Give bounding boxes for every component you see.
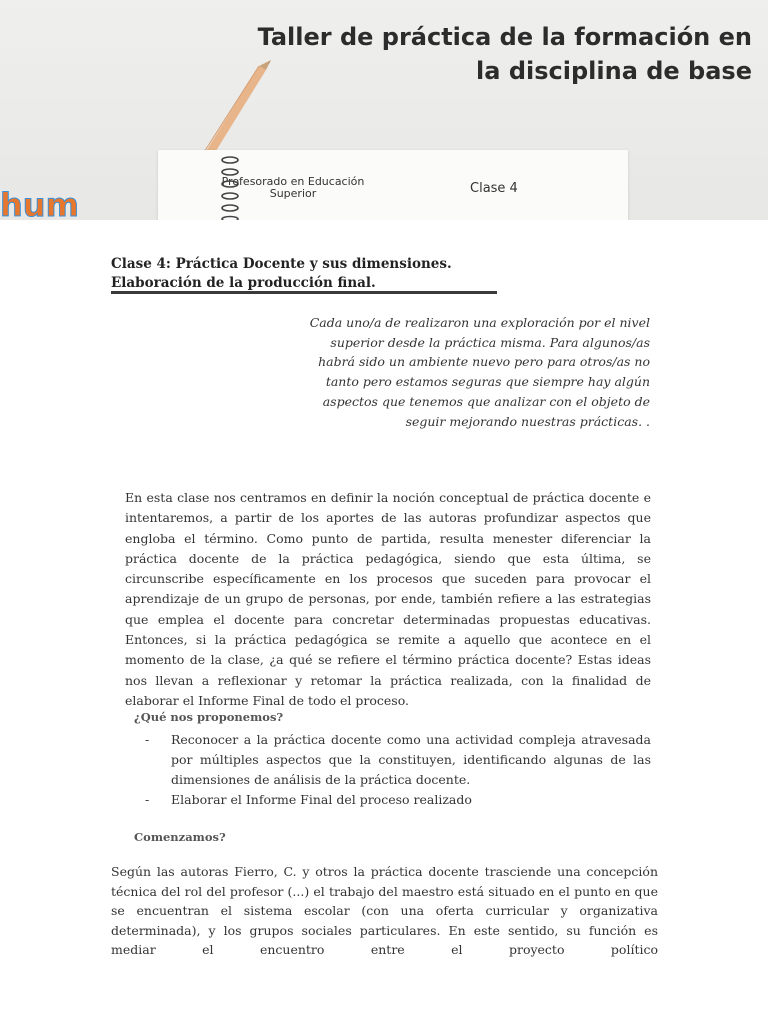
list-item: - Elaborar el Informe Final del proceso realizado: [145, 790, 651, 810]
bullet-dash: -: [145, 732, 150, 747]
spiral-binding: [218, 152, 242, 220]
intro-paragraph: En esta clase nos centramos en definir la noción conceptual de práctica docente e intentaremos, a partir de los aportes de las autoras profundizar aspectos que engloba el término. Como punto de partida, resulta menester diferenciar la práctica docente de la práctica pedagógica, siendo que esta última, se circunscribe específicamente en los procesos que suceden para provocar el aprendizaje de un grupo de personas, por ende, también refiere a las estrategias que emplea el docente para concretar determinadas propuestas educativas. Entonces, si la práctica pedagógica se remite a aquello que acontece en el momento de la clase, ¿a qué se refiere el término práctica docente? Estas ideas nos llevan a reflexionar y retomar la práctica realizada, con la finalidad de elaborar el Informe Final de todo el proceso.: [125, 490, 651, 708]
bullet-dash: -: [145, 792, 150, 807]
closing-paragraph: Según las autoras Fierro, C. y otros la práctica docente trasciende una concepción técnica del rol del profesor (...) el trabajo del maestro está situado en el punto en que se encuentran el sistema escolar (con una oferta curricular y organizativa determinada), y los grupos sociales particulares. En este sentido, su función es mediar el encuentro entre el proyecto político: [111, 864, 658, 957]
heading-comenzamos: Comenzamos?: [134, 830, 226, 844]
notebook-program-label: Profesorado en Educación Superior: [221, 175, 365, 200]
hum-logo: [0, 186, 90, 220]
header-banner: [0, 0, 768, 220]
banner-title: Taller de práctica de la formación en la disciplina de base: [257, 23, 752, 85]
heading-proponemos: ¿Qué nos proponemos?: [134, 710, 284, 724]
intro-quote: Cada uno/a de realizaron una exploración por el nivel superior desde la práctica misma. Para algunos/as habrá sido un ambiente nuevo pero para otros/as no tanto pero estamos seguras que siempre hay algún aspectos que tenemos que analizar con el objeto de seguir mejorando nuestras prácticas. .: [309, 315, 650, 429]
list-item: - Reconocer a la práctica docente como una actividad compleja atravesada por múltiples aspectos que la constituyen, identificando algunas de las dimensiones de análisis de la práctica docente.: [145, 732, 651, 787]
title-underline: [111, 291, 497, 294]
objectives-list: [145, 730, 651, 810]
page-title: Clase 4: Práctica Docente y sus dimensiones. Elaboración de la producción final.: [111, 256, 452, 291]
svg-text:hum: hum: [0, 186, 79, 220]
notebook-class-label: Clase 4: [470, 181, 518, 196]
